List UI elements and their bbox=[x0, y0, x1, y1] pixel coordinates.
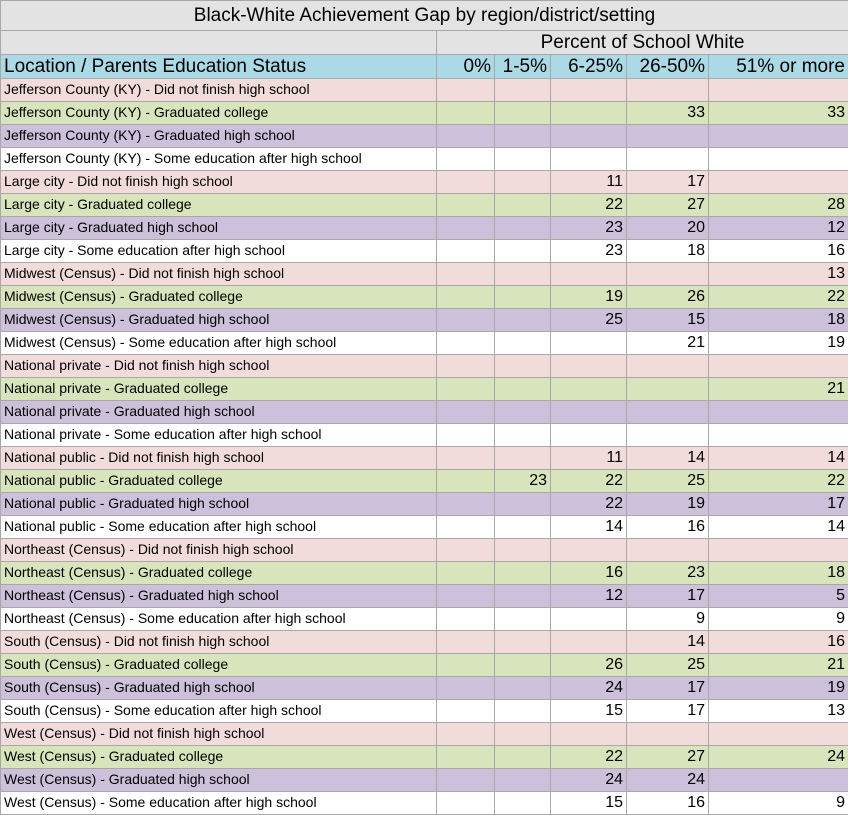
value-cell-51pct-or-more: 13 bbox=[709, 700, 848, 723]
value-cell-0pct bbox=[437, 746, 495, 769]
row-label-text: Large city - Did not finish high school bbox=[4, 173, 233, 189]
row-label bbox=[1, 769, 437, 792]
row-label bbox=[1, 102, 437, 125]
value-cell-6-25pct bbox=[551, 424, 627, 447]
row-label-text: South (Census) - Some education after high school bbox=[4, 702, 322, 718]
table-row bbox=[1, 217, 848, 240]
value-cell-6-25pct: 15 bbox=[551, 792, 627, 815]
row-label-text: National public - Graduated college bbox=[4, 472, 223, 488]
value-cell-6-25pct bbox=[551, 355, 627, 378]
value-cell-6-25pct bbox=[551, 332, 627, 355]
value-cell-26-50pct: 19 bbox=[627, 493, 709, 516]
value-cell-1-5pct bbox=[495, 631, 551, 654]
value-cell-51pct-or-more: 28 bbox=[709, 194, 848, 217]
value-cell-1-5pct bbox=[495, 125, 551, 148]
value-cell-6-25pct: 19 bbox=[551, 286, 627, 309]
row-label-text: Jefferson County (KY) - Graduated high school bbox=[4, 127, 295, 143]
value-cell-26-50pct: 27 bbox=[627, 194, 709, 217]
row-label bbox=[1, 263, 437, 286]
value-cell-6-25pct bbox=[551, 539, 627, 562]
row-label bbox=[1, 355, 437, 378]
table-row bbox=[1, 102, 848, 125]
row-label-text: National private - Graduated high school bbox=[4, 403, 255, 419]
value-cell-26-50pct bbox=[627, 148, 709, 171]
row-label-text: Midwest (Census) - Graduated college bbox=[4, 288, 243, 304]
value-cell-51pct-or-more: 13 bbox=[709, 263, 848, 286]
row-label-text: Jefferson County (KY) - Did not finish high school bbox=[4, 81, 310, 97]
table-row bbox=[1, 447, 848, 470]
value-cell-26-50pct: 24 bbox=[627, 769, 709, 792]
value-cell-0pct bbox=[437, 631, 495, 654]
table-row bbox=[1, 470, 848, 493]
value-cell-1-5pct bbox=[495, 447, 551, 470]
value-cell-6-25pct bbox=[551, 631, 627, 654]
value-cell-1-5pct bbox=[495, 332, 551, 355]
table-row bbox=[1, 700, 848, 723]
value-cell-51pct-or-more bbox=[709, 769, 848, 792]
value-cell-1-5pct bbox=[495, 539, 551, 562]
row-label bbox=[1, 309, 437, 332]
value-cell-0pct bbox=[437, 654, 495, 677]
table-row bbox=[1, 424, 848, 447]
value-cell-26-50pct: 17 bbox=[627, 171, 709, 194]
value-cell-1-5pct bbox=[495, 378, 551, 401]
value-cell-6-25pct: 26 bbox=[551, 654, 627, 677]
value-cell-1-5pct bbox=[495, 355, 551, 378]
value-cell-26-50pct: 16 bbox=[627, 516, 709, 539]
table-row bbox=[1, 631, 848, 654]
value-cell-26-50pct: 9 bbox=[627, 608, 709, 631]
row-label-text: National public - Graduated high school bbox=[4, 495, 249, 511]
row-label bbox=[1, 217, 437, 240]
value-cell-26-50pct: 17 bbox=[627, 677, 709, 700]
table-row bbox=[1, 654, 848, 677]
value-cell-0pct bbox=[437, 125, 495, 148]
value-cell-0pct bbox=[437, 217, 495, 240]
row-label bbox=[1, 171, 437, 194]
value-cell-0pct bbox=[437, 470, 495, 493]
row-label-text: West (Census) - Graduated high school bbox=[4, 771, 250, 787]
column-group-row bbox=[1, 31, 848, 55]
value-cell-0pct bbox=[437, 79, 495, 102]
value-cell-1-5pct: 23 bbox=[495, 470, 551, 493]
value-cell-0pct bbox=[437, 562, 495, 585]
value-cell-0pct bbox=[437, 516, 495, 539]
row-label-text: Midwest (Census) - Did not finish high school bbox=[4, 265, 284, 281]
row-label bbox=[1, 447, 437, 470]
value-cell-26-50pct: 15 bbox=[627, 309, 709, 332]
row-label bbox=[1, 746, 437, 769]
table-row bbox=[1, 723, 848, 746]
value-cell-0pct bbox=[437, 792, 495, 815]
row-label-text: South (Census) - Graduated college bbox=[4, 656, 228, 672]
table-row bbox=[1, 792, 848, 815]
table-row bbox=[1, 171, 848, 194]
value-cell-51pct-or-more: 18 bbox=[709, 309, 848, 332]
value-cell-0pct bbox=[437, 286, 495, 309]
value-cell-51pct-or-more: 12 bbox=[709, 217, 848, 240]
value-cell-0pct bbox=[437, 263, 495, 286]
value-cell-6-25pct: 24 bbox=[551, 677, 627, 700]
value-cell-1-5pct bbox=[495, 424, 551, 447]
value-cell-0pct bbox=[437, 608, 495, 631]
value-cell-0pct bbox=[437, 700, 495, 723]
value-cell-6-25pct bbox=[551, 378, 627, 401]
value-cell-1-5pct bbox=[495, 608, 551, 631]
value-cell-6-25pct bbox=[551, 401, 627, 424]
value-cell-26-50pct bbox=[627, 355, 709, 378]
value-cell-6-25pct: 12 bbox=[551, 585, 627, 608]
value-cell-0pct bbox=[437, 332, 495, 355]
value-cell-26-50pct: 16 bbox=[627, 792, 709, 815]
value-cell-26-50pct: 26 bbox=[627, 286, 709, 309]
column-header-6-25pct: 6-25% bbox=[551, 55, 627, 79]
value-cell-1-5pct bbox=[495, 171, 551, 194]
table-row bbox=[1, 79, 848, 102]
value-cell-51pct-or-more: 19 bbox=[709, 677, 848, 700]
value-cell-0pct bbox=[437, 424, 495, 447]
value-cell-1-5pct bbox=[495, 102, 551, 125]
value-cell-26-50pct: 27 bbox=[627, 746, 709, 769]
column-header-26-50pct: 26-50% bbox=[627, 55, 709, 79]
value-cell-6-25pct bbox=[551, 263, 627, 286]
table-row bbox=[1, 125, 848, 148]
value-cell-1-5pct bbox=[495, 148, 551, 171]
row-label-text: Midwest (Census) - Some education after high school bbox=[4, 334, 336, 350]
value-cell-51pct-or-more: 21 bbox=[709, 654, 848, 677]
value-cell-1-5pct bbox=[495, 263, 551, 286]
value-cell-51pct-or-more bbox=[709, 401, 848, 424]
table-row bbox=[1, 539, 848, 562]
value-cell-51pct-or-more: 5 bbox=[709, 585, 848, 608]
value-cell-26-50pct: 33 bbox=[627, 102, 709, 125]
value-cell-26-50pct bbox=[627, 125, 709, 148]
value-cell-6-25pct: 16 bbox=[551, 562, 627, 585]
row-label-text: South (Census) - Did not finish high school bbox=[4, 633, 269, 649]
value-cell-1-5pct bbox=[495, 240, 551, 263]
value-cell-1-5pct bbox=[495, 493, 551, 516]
value-cell-0pct bbox=[437, 148, 495, 171]
row-label-text: Northeast (Census) - Graduated college bbox=[4, 564, 252, 580]
row-label bbox=[1, 677, 437, 700]
value-cell-6-25pct: 22 bbox=[551, 746, 627, 769]
value-cell-0pct bbox=[437, 378, 495, 401]
value-cell-26-50pct bbox=[627, 79, 709, 102]
value-cell-51pct-or-more: 17 bbox=[709, 493, 848, 516]
row-label bbox=[1, 654, 437, 677]
value-cell-1-5pct bbox=[495, 585, 551, 608]
value-cell-6-25pct bbox=[551, 608, 627, 631]
value-cell-6-25pct: 22 bbox=[551, 470, 627, 493]
value-cell-0pct bbox=[437, 539, 495, 562]
value-cell-51pct-or-more: 14 bbox=[709, 447, 848, 470]
row-label-text: National public - Some education after high school bbox=[4, 518, 316, 534]
value-cell-0pct bbox=[437, 493, 495, 516]
column-group-label: Percent of School White bbox=[437, 31, 848, 55]
value-cell-6-25pct: 22 bbox=[551, 194, 627, 217]
row-label-text: Large city - Graduated college bbox=[4, 196, 192, 212]
value-cell-0pct bbox=[437, 171, 495, 194]
row-label-text: Jefferson County (KY) - Graduated college bbox=[4, 104, 268, 120]
value-cell-26-50pct: 25 bbox=[627, 470, 709, 493]
table-row bbox=[1, 746, 848, 769]
table-row bbox=[1, 148, 848, 171]
row-label bbox=[1, 79, 437, 102]
row-label-text: West (Census) - Did not finish high school bbox=[4, 725, 264, 741]
value-cell-1-5pct bbox=[495, 217, 551, 240]
row-label bbox=[1, 332, 437, 355]
value-cell-26-50pct: 14 bbox=[627, 631, 709, 654]
value-cell-26-50pct bbox=[627, 424, 709, 447]
row-label bbox=[1, 378, 437, 401]
row-label-text: South (Census) - Graduated high school bbox=[4, 679, 255, 695]
value-cell-6-25pct: 14 bbox=[551, 516, 627, 539]
value-cell-26-50pct: 17 bbox=[627, 585, 709, 608]
table-row bbox=[1, 378, 848, 401]
value-cell-1-5pct bbox=[495, 401, 551, 424]
column-header-0pct: 0% bbox=[437, 55, 495, 79]
row-label bbox=[1, 493, 437, 516]
value-cell-51pct-or-more bbox=[709, 171, 848, 194]
row-label bbox=[1, 470, 437, 493]
value-cell-1-5pct bbox=[495, 79, 551, 102]
row-label bbox=[1, 585, 437, 608]
table-row bbox=[1, 309, 848, 332]
value-cell-0pct bbox=[437, 401, 495, 424]
value-cell-26-50pct: 25 bbox=[627, 654, 709, 677]
value-cell-1-5pct bbox=[495, 746, 551, 769]
table-row bbox=[1, 355, 848, 378]
value-cell-0pct bbox=[437, 585, 495, 608]
table-row bbox=[1, 562, 848, 585]
value-cell-26-50pct: 23 bbox=[627, 562, 709, 585]
value-cell-1-5pct bbox=[495, 677, 551, 700]
value-cell-0pct bbox=[437, 102, 495, 125]
table-row bbox=[1, 401, 848, 424]
value-cell-6-25pct: 23 bbox=[551, 217, 627, 240]
value-cell-6-25pct: 24 bbox=[551, 769, 627, 792]
value-cell-51pct-or-more: 18 bbox=[709, 562, 848, 585]
table-row bbox=[1, 493, 848, 516]
row-label bbox=[1, 792, 437, 815]
table-row bbox=[1, 263, 848, 286]
row-label bbox=[1, 700, 437, 723]
row-label bbox=[1, 286, 437, 309]
table-row bbox=[1, 608, 848, 631]
value-cell-6-25pct bbox=[551, 102, 627, 125]
value-cell-26-50pct bbox=[627, 539, 709, 562]
row-label bbox=[1, 125, 437, 148]
row-label-text: National private - Some education after high school bbox=[4, 426, 322, 442]
row-label-text: West (Census) - Graduated college bbox=[4, 748, 223, 764]
row-label bbox=[1, 516, 437, 539]
row-label bbox=[1, 608, 437, 631]
value-cell-26-50pct bbox=[627, 378, 709, 401]
row-label bbox=[1, 562, 437, 585]
value-cell-51pct-or-more: 22 bbox=[709, 286, 848, 309]
value-cell-1-5pct bbox=[495, 654, 551, 677]
row-label bbox=[1, 401, 437, 424]
title-row bbox=[1, 1, 848, 31]
value-cell-0pct bbox=[437, 194, 495, 217]
row-label-text: Northeast (Census) - Graduated high school bbox=[4, 587, 279, 603]
row-label-text: National private - Did not finish high school bbox=[4, 357, 269, 373]
table-row bbox=[1, 769, 848, 792]
table-row bbox=[1, 516, 848, 539]
table-title: Black-White Achievement Gap by region/district/setting bbox=[1, 1, 848, 31]
table-row bbox=[1, 332, 848, 355]
row-label-text: Large city - Some education after high school bbox=[4, 242, 285, 258]
value-cell-6-25pct bbox=[551, 125, 627, 148]
value-cell-1-5pct bbox=[495, 516, 551, 539]
value-cell-6-25pct bbox=[551, 723, 627, 746]
row-label-text: Large city - Graduated high school bbox=[4, 219, 218, 235]
value-cell-0pct bbox=[437, 447, 495, 470]
value-cell-26-50pct: 21 bbox=[627, 332, 709, 355]
row-label bbox=[1, 631, 437, 654]
value-cell-6-25pct: 11 bbox=[551, 171, 627, 194]
row-label-text: National private - Graduated college bbox=[4, 380, 228, 396]
value-cell-26-50pct: 20 bbox=[627, 217, 709, 240]
table-row bbox=[1, 585, 848, 608]
row-label bbox=[1, 194, 437, 217]
row-label-text: Midwest (Census) - Graduated high school bbox=[4, 311, 269, 327]
row-label bbox=[1, 539, 437, 562]
table-row bbox=[1, 194, 848, 217]
value-cell-51pct-or-more bbox=[709, 424, 848, 447]
value-cell-0pct bbox=[437, 240, 495, 263]
value-cell-1-5pct bbox=[495, 194, 551, 217]
value-cell-1-5pct bbox=[495, 700, 551, 723]
row-label bbox=[1, 723, 437, 746]
row-label-text: West (Census) - Some education after high school bbox=[4, 794, 317, 810]
value-cell-1-5pct bbox=[495, 286, 551, 309]
value-cell-6-25pct: 25 bbox=[551, 309, 627, 332]
value-cell-51pct-or-more: 22 bbox=[709, 470, 848, 493]
row-label bbox=[1, 240, 437, 263]
value-cell-51pct-or-more bbox=[709, 148, 848, 171]
value-cell-6-25pct: 15 bbox=[551, 700, 627, 723]
row-label bbox=[1, 148, 437, 171]
value-cell-6-25pct bbox=[551, 148, 627, 171]
value-cell-51pct-or-more: 21 bbox=[709, 378, 848, 401]
value-cell-51pct-or-more: 9 bbox=[709, 792, 848, 815]
value-cell-6-25pct bbox=[551, 79, 627, 102]
value-cell-1-5pct bbox=[495, 769, 551, 792]
column-group-spacer bbox=[1, 31, 437, 55]
value-cell-51pct-or-more: 16 bbox=[709, 240, 848, 263]
value-cell-0pct bbox=[437, 769, 495, 792]
row-label-text: Northeast (Census) - Some education after high school bbox=[4, 610, 346, 626]
value-cell-51pct-or-more bbox=[709, 539, 848, 562]
value-cell-51pct-or-more: 16 bbox=[709, 631, 848, 654]
row-label-text: Jefferson County (KY) - Some education after high school bbox=[4, 150, 362, 166]
value-cell-51pct-or-more: 14 bbox=[709, 516, 848, 539]
value-cell-0pct bbox=[437, 677, 495, 700]
value-cell-1-5pct bbox=[495, 792, 551, 815]
value-cell-6-25pct: 23 bbox=[551, 240, 627, 263]
table-body bbox=[1, 1, 848, 815]
value-cell-51pct-or-more: 33 bbox=[709, 102, 848, 125]
value-cell-6-25pct: 22 bbox=[551, 493, 627, 516]
value-cell-6-25pct: 11 bbox=[551, 447, 627, 470]
value-cell-1-5pct bbox=[495, 723, 551, 746]
row-header-label: Location / Parents Education Status bbox=[1, 55, 437, 79]
value-cell-51pct-or-more bbox=[709, 125, 848, 148]
value-cell-26-50pct: 17 bbox=[627, 700, 709, 723]
column-header-51pct-or-more: 51% or more bbox=[709, 55, 848, 79]
row-label bbox=[1, 424, 437, 447]
table-row bbox=[1, 240, 848, 263]
table-row bbox=[1, 677, 848, 700]
value-cell-51pct-or-more: 19 bbox=[709, 332, 848, 355]
row-label-text: National public - Did not finish high school bbox=[4, 449, 264, 465]
value-cell-1-5pct bbox=[495, 562, 551, 585]
value-cell-51pct-or-more: 24 bbox=[709, 746, 848, 769]
column-header-row bbox=[1, 55, 848, 79]
value-cell-0pct bbox=[437, 309, 495, 332]
row-label-text: Northeast (Census) - Did not finish high school bbox=[4, 541, 293, 557]
value-cell-51pct-or-more bbox=[709, 355, 848, 378]
value-cell-1-5pct bbox=[495, 309, 551, 332]
value-cell-26-50pct: 14 bbox=[627, 447, 709, 470]
value-cell-51pct-or-more bbox=[709, 79, 848, 102]
value-cell-51pct-or-more: 9 bbox=[709, 608, 848, 631]
value-cell-26-50pct bbox=[627, 401, 709, 424]
value-cell-0pct bbox=[437, 723, 495, 746]
value-cell-26-50pct bbox=[627, 263, 709, 286]
value-cell-26-50pct: 18 bbox=[627, 240, 709, 263]
value-cell-26-50pct bbox=[627, 723, 709, 746]
value-cell-0pct bbox=[437, 355, 495, 378]
table-row bbox=[1, 286, 848, 309]
value-cell-51pct-or-more bbox=[709, 723, 848, 746]
column-header-1-5pct: 1-5% bbox=[495, 55, 551, 79]
